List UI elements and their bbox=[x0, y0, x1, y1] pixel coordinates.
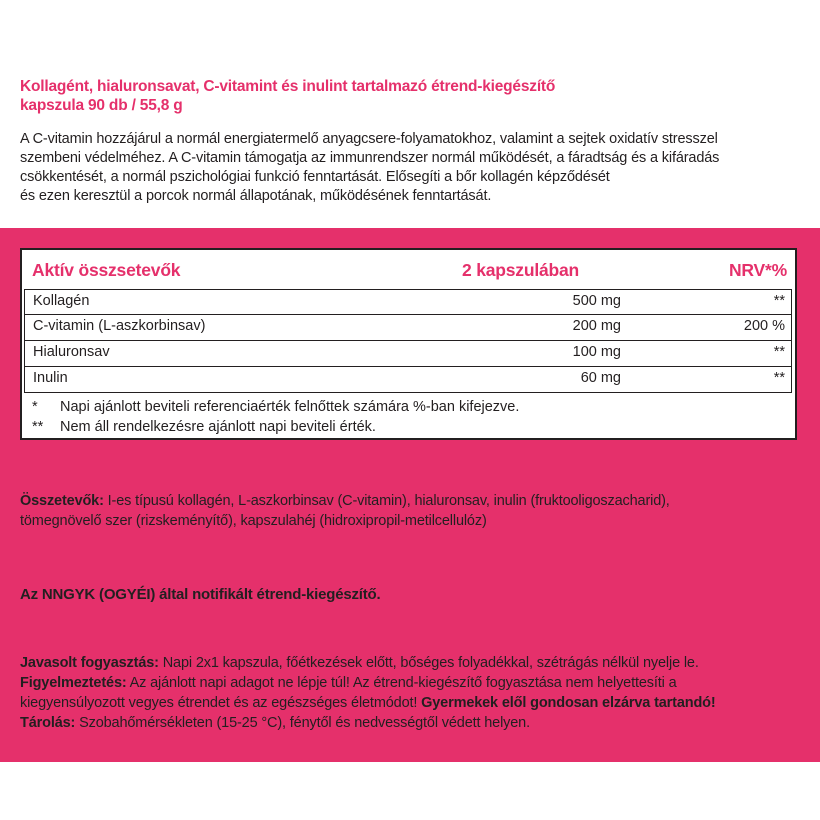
title-line-1: Kollagént, hialuronsavat, C-vitamint és inulint tartalmazó étrend-kiegészítő bbox=[20, 78, 556, 95]
intro-line: csökkentését, a normál pszichológiai funkció fenntartását. Elősegíti a bőr kollagén képződését bbox=[20, 169, 610, 185]
storage-label: Tárolás: bbox=[20, 715, 76, 731]
ingredients-label: Összetevők: bbox=[20, 493, 104, 509]
title-line-2: kapszula 90 db / 55,8 g bbox=[20, 97, 183, 114]
ingredients-section bbox=[20, 491, 670, 531]
footnote bbox=[32, 417, 519, 437]
storage-line bbox=[20, 713, 716, 733]
storage-text: Szobahőmérsékleten (15-25 °C), fénytől és nedvességtől védett helyen. bbox=[75, 715, 530, 731]
warning-text-2: kiegyensúlyozott vegyes étrendet és az egészséges életmódot! bbox=[20, 695, 422, 711]
ingredient-nrv: ** bbox=[773, 344, 785, 360]
ingredient-name: C-vitamin (L-aszkorbinsav) bbox=[33, 318, 206, 334]
footnote-mark: * bbox=[32, 399, 38, 415]
intro-line: szembeni védelméhez. A C-vitamin támogatja az immunrendszer normál működését, a fáradtság és a kifáradás bbox=[20, 150, 720, 166]
warning-line-2 bbox=[20, 693, 716, 713]
footnote-mark: ** bbox=[32, 419, 44, 435]
warning-children: Gyermekek elől gondosan elzárva tartandó! bbox=[421, 695, 716, 711]
warning-text: Az ajánlott napi adagot ne lépje túl! Az étrend-kiegészítő fogyasztása nem helyettesíti a bbox=[126, 675, 677, 691]
intro-text bbox=[20, 130, 719, 206]
ingredient-amount: 100 mg bbox=[572, 344, 621, 360]
header-per-two-capsules: 2 kapszulában bbox=[462, 260, 580, 280]
ingredient-nrv: 200 % bbox=[743, 318, 785, 334]
ingredients-line bbox=[20, 491, 670, 511]
nutrition-table bbox=[20, 248, 797, 440]
ingredient-nrv: ** bbox=[773, 293, 785, 309]
header-active-ingredients: Aktív összsetevők bbox=[32, 260, 181, 280]
ingredient-amount: 500 mg bbox=[572, 293, 621, 309]
ingredient-name: Inulin bbox=[33, 370, 68, 386]
dosage-text: Napi 2x1 kapszula, főétkezések előtt, bőséges folyadékkal, szétrágás nélkül nyelje le. bbox=[158, 655, 699, 671]
dosage-line bbox=[20, 653, 716, 673]
table-header bbox=[22, 250, 795, 290]
ingredient-amount: 60 mg bbox=[580, 370, 621, 386]
table-row bbox=[24, 289, 792, 315]
table-body bbox=[24, 289, 792, 393]
product-title bbox=[20, 77, 555, 115]
intro-line: A C-vitamin hozzájárul a normál energiatermelő anyagcsere-folyamatokhoz, valamint a sejtek oxidatív stresszel bbox=[20, 131, 718, 147]
dosage-label: Javasolt fogyasztás: bbox=[20, 655, 159, 671]
footnote-text: Nem áll rendelkezésre ajánlott napi beviteli érték. bbox=[60, 419, 376, 435]
ingredient-name: Kollagén bbox=[33, 293, 90, 309]
warning-line bbox=[20, 673, 716, 693]
table-footnotes bbox=[32, 397, 519, 437]
footnote-text: Napi ajánlott beviteli referenciaérték felnőttek számára %-ban kifejezve. bbox=[60, 399, 520, 415]
footnote bbox=[32, 397, 519, 417]
usage-section bbox=[20, 653, 716, 733]
warning-label: Figyelmeztetés: bbox=[20, 675, 127, 691]
header-nrv: NRV*% bbox=[728, 260, 787, 280]
table-row bbox=[24, 341, 792, 367]
intro-line: és ezen keresztül a porcok normál állapotának, működésének fenntartását. bbox=[20, 188, 492, 204]
table-row bbox=[24, 367, 792, 393]
notification-statement: Az NNGYK (OGYÉI) által notifikált étrend-kiegészítő. bbox=[20, 586, 381, 603]
ingredient-nrv: ** bbox=[773, 370, 785, 386]
ingredients-line: tömegnövelő szer (rizskeményítő), kapszulahéj (hidroxipropil-metilcellulóz) bbox=[20, 513, 487, 529]
ingredient-amount: 200 mg bbox=[572, 318, 621, 334]
ingredients-text: I-es típusú kollagén, L-aszkorbinsav (C-vitamin), hialuronsav, inulin (fruktooligoszacharid), bbox=[103, 493, 670, 509]
ingredient-name: Hialuronsav bbox=[33, 344, 110, 360]
table-row bbox=[24, 315, 792, 341]
